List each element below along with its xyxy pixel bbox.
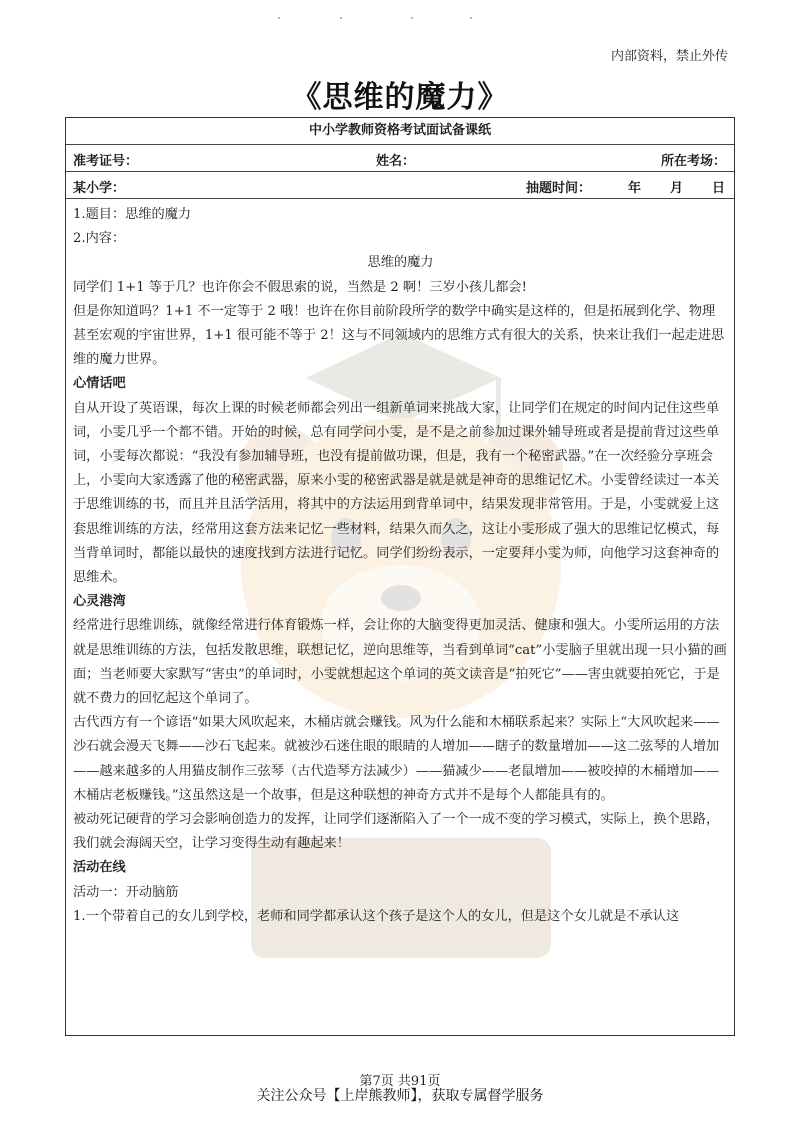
confidential-notice: 内部资料，禁止外传 xyxy=(610,49,728,64)
venue-label: 所在考场： xyxy=(661,154,727,169)
intro-paragraph-1: 同学们 1+1 等于几？也许你会不假思索的说，当然是 2 啊！三岁小孩儿都会! xyxy=(73,279,527,295)
footer-promo: 关注公众号【上岸熊教师】，获取专属督学服务 xyxy=(256,1088,544,1104)
section-mood-paragraph: 自从开设了英语课，每次上课的时候老师都会列出一组新单词来挑战大家，让同学们在规定的时间内记住这些单词，小雯几乎一个都不错。开始的时候，总有同学问小雯，是不是之前参加过课外辅导班或者是提前背过这些单词，小雯每次都说：“我没有参加辅导班，也没有提前做功课，但是，我有一个秘密武器。”在一次经验分享班会上，小雯向大家透露了他的秘密武器，原来小雯的秘密武器是就是就是神奇的思维记忆术。小雯曾经读过一本关于思维训练的书，而且并且活学活用，将其中的方法运用到背单词中，结果发现非常管用。于是，小雯就爱上这套思维训练的方法，经常用这套方法来记忆一些材料，结果久而久之，这让小雯形成了强大的思维记忆模式，每当背单词时，都能以最快的速度找到方法进行记忆。同学们纷纷表示，一定要拜小雯为师，向他学习这套神奇的思维术。 xyxy=(73,400,720,586)
section-heading-mood: 心情话吧 xyxy=(73,376,126,392)
lesson-plan-form xyxy=(65,117,735,1036)
year-label: 年 xyxy=(628,181,642,196)
topic-line: 1.题目：思维的魔力 xyxy=(73,207,192,222)
activity-1-title: 活动一：开动脑筋 xyxy=(73,884,179,900)
form-title: 中小学教师资格考试面试备课纸 xyxy=(308,123,491,138)
form-row-candidate xyxy=(66,144,734,171)
section-heading-harbor: 心灵港湾 xyxy=(73,594,126,610)
scan-artifact xyxy=(278,17,508,23)
form-row-school xyxy=(66,171,734,198)
section-harbor-paragraph-1: 经常进行思维训练，就像经常进行体育锻炼一样，会让你的大脑变得更加灵活、健康和强大。小雯所运用的方法就是思维训练的方法，包括发散思维，联想记忆，逆向思维等，当看到单词“cat”小雯脑子里就出现一只小猫的画面；当老师要大家默写“害虫”的单词时，小雯就想起这个单词的英文读音是“拍死它”——害虫就要拍死它，于是就不费力的回忆起这个单词了。 xyxy=(73,618,727,707)
month-label: 月 xyxy=(670,181,684,196)
name-label: 姓名： xyxy=(376,154,416,169)
section-harbor-paragraph-3: 被动死记硬背的学习会影响创造力的发挥，让同学们逐渐陷入了一个一成不变的学习模式，实际上，换个思路，我们就会海阔天空，让学习变得生动有趣起来！ xyxy=(73,812,720,852)
intro-paragraph-2: 但是你知道吗？1+1 不一定等于 2 哦！也许在你目前阶段所学的数学中确实是这样的，但是拓展到化学、物理甚至宏观的宇宙世界，1+1 很可能不等于 2！这与不同领域内的思维方式有很大的关系，快来让我们一起走进思维的魔力世界。 xyxy=(73,303,725,368)
section-harbor-paragraph-2: 古代西方有一个谚语“如果大风吹起来，木桶店就会赚钱。风为什么能和木桶联系起来？实际上“大风吹起来——沙石就会漫天飞舞——沙石飞起来。就被沙石迷住眼的眼睛的人增加——瞎子的数量增加——这二弦琴的人增加——越来越多的人用猫皮制作三弦琴（古代造琴方法减少）——猫减少——老鼠增加——被咬掉的木桶增加——木桶店老板赚钱。”这虽然这是一个故事，但是这种联想的神奇方式并不是每个人都能具有的。 xyxy=(73,715,720,803)
lesson-content xyxy=(66,198,734,929)
day-label: 日 xyxy=(712,181,726,196)
content-label: 2.内容： xyxy=(73,231,126,247)
section-heading-activity: 活动在线 xyxy=(73,860,126,876)
draw-time-label: 抽题时间： xyxy=(526,181,592,196)
school-label: 某小学： xyxy=(73,181,126,196)
text-title: 思维的魔力 xyxy=(367,255,434,271)
activity-1-item: 1.一个带着自己的女儿到学校，老师和同学都承认这个孩子是这个人的女儿，但是这个女儿就是不承认这 xyxy=(73,908,680,924)
document-title: 《思维的魔力》 xyxy=(291,80,509,115)
page-number: 第7页 共91页 xyxy=(359,1074,441,1089)
exam-number-label: 准考证号： xyxy=(73,154,139,169)
